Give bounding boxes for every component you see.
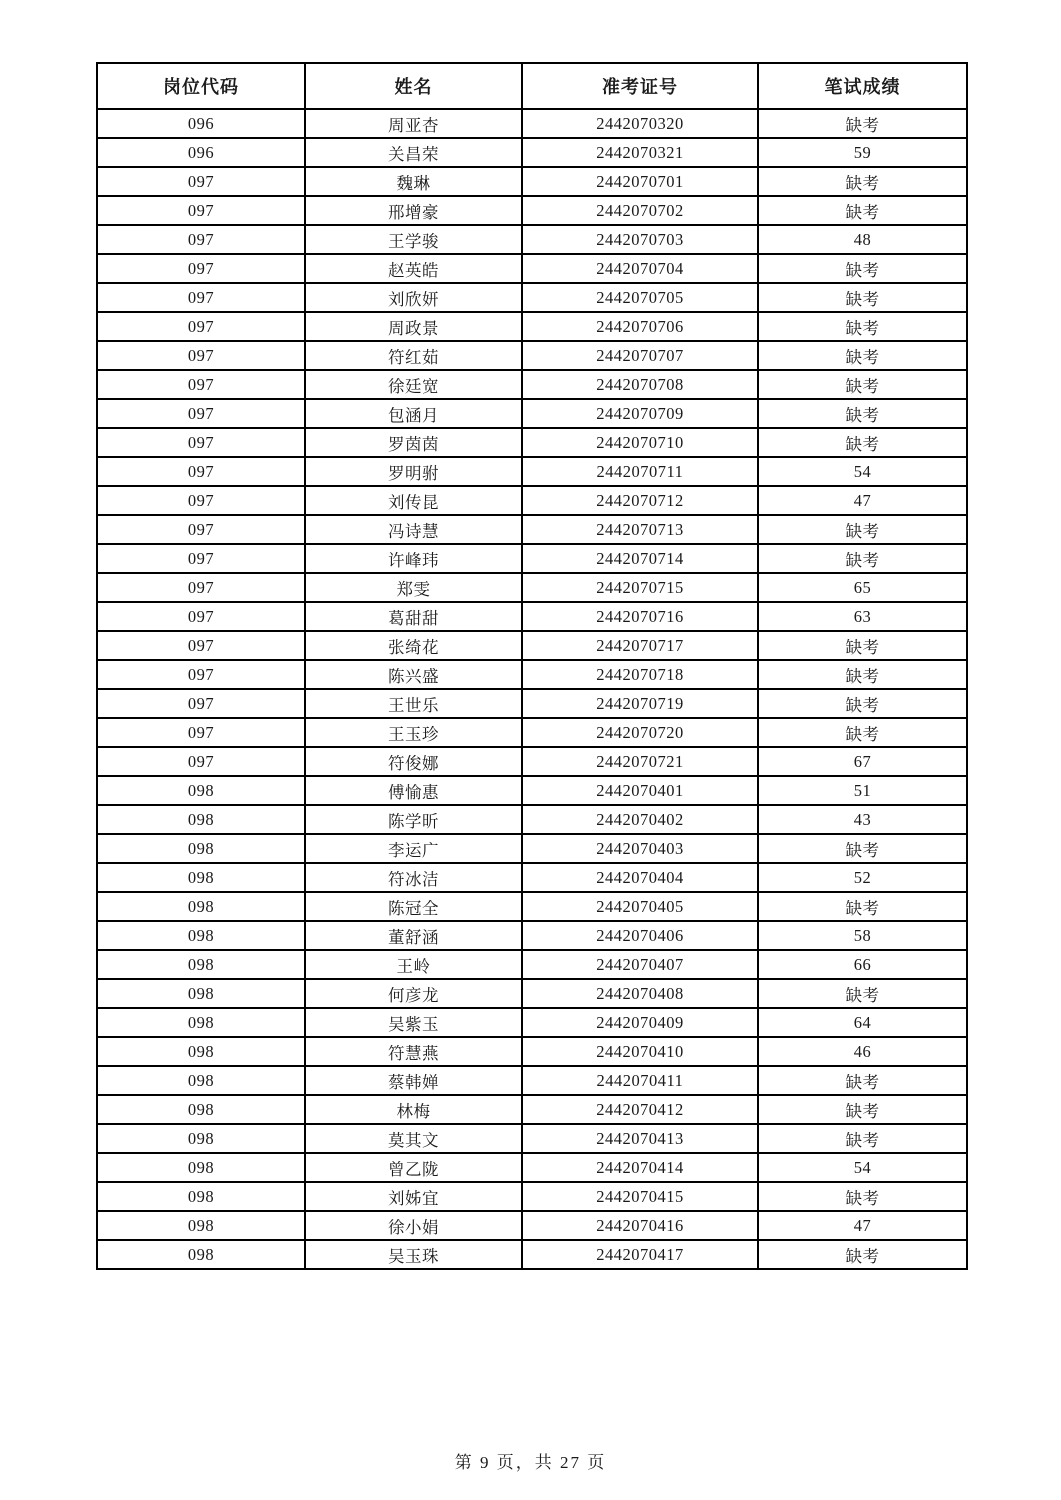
score-cell: 缺考 (758, 370, 967, 399)
name-cell: 罗茵茵 (305, 428, 522, 457)
score-cell: 67 (758, 747, 967, 776)
position-code-cell: 097 (97, 341, 305, 370)
position-code-cell: 097 (97, 225, 305, 254)
ticket-number-cell: 2442070413 (522, 1124, 758, 1153)
table-row (97, 196, 967, 225)
score-cell: 缺考 (758, 834, 967, 863)
position-code-cell: 098 (97, 1066, 305, 1095)
position-code-cell: 098 (97, 863, 305, 892)
column-header-ticket-number: 准考证号 (522, 63, 758, 109)
score-cell: 46 (758, 1037, 967, 1066)
ticket-number-cell: 2442070411 (522, 1066, 758, 1095)
name-cell: 陈兴盛 (305, 660, 522, 689)
position-code-cell: 098 (97, 1182, 305, 1211)
table-header (97, 63, 967, 109)
name-cell: 赵英皓 (305, 254, 522, 283)
name-cell: 徐小娟 (305, 1211, 522, 1240)
ticket-number-cell: 2442070406 (522, 921, 758, 950)
position-code-cell: 097 (97, 370, 305, 399)
position-code-cell: 098 (97, 1008, 305, 1037)
position-code-cell: 097 (97, 515, 305, 544)
position-code-cell: 098 (97, 1095, 305, 1124)
table-row (97, 341, 967, 370)
score-cell: 48 (758, 225, 967, 254)
name-cell: 何彦龙 (305, 979, 522, 1008)
position-code-cell: 097 (97, 486, 305, 515)
score-cell: 缺考 (758, 515, 967, 544)
table-row (97, 979, 967, 1008)
score-cell: 缺考 (758, 1240, 967, 1269)
name-cell: 关昌荣 (305, 138, 522, 167)
position-code-cell: 097 (97, 312, 305, 341)
name-cell: 蔡韩婵 (305, 1066, 522, 1095)
position-code-cell: 097 (97, 747, 305, 776)
score-cell: 58 (758, 921, 967, 950)
table-row (97, 1153, 967, 1182)
ticket-number-cell: 2442070714 (522, 544, 758, 573)
table-row (97, 254, 967, 283)
score-cell: 缺考 (758, 428, 967, 457)
score-cell: 缺考 (758, 109, 967, 138)
name-cell: 傅愉惠 (305, 776, 522, 805)
name-cell: 陈冠全 (305, 892, 522, 921)
position-code-cell: 098 (97, 776, 305, 805)
name-cell: 李运广 (305, 834, 522, 863)
table-row (97, 892, 967, 921)
position-code-cell: 098 (97, 892, 305, 921)
score-cell: 缺考 (758, 1095, 967, 1124)
table-row (97, 1240, 967, 1269)
ticket-number-cell: 2442070404 (522, 863, 758, 892)
ticket-number-cell: 2442070405 (522, 892, 758, 921)
position-code-cell: 098 (97, 805, 305, 834)
table-row (97, 834, 967, 863)
ticket-number-cell: 2442070416 (522, 1211, 758, 1240)
ticket-number-cell: 2442070713 (522, 515, 758, 544)
name-cell: 张绮花 (305, 631, 522, 660)
table-row (97, 1008, 967, 1037)
table-row (97, 602, 967, 631)
name-cell: 吴紫玉 (305, 1008, 522, 1037)
table-row (97, 805, 967, 834)
name-cell: 莫其文 (305, 1124, 522, 1153)
ticket-number-cell: 2442070708 (522, 370, 758, 399)
name-cell: 刘传昆 (305, 486, 522, 515)
score-cell: 缺考 (758, 631, 967, 660)
position-code-cell: 097 (97, 167, 305, 196)
ticket-number-cell: 2442070320 (522, 109, 758, 138)
score-cell: 缺考 (758, 979, 967, 1008)
position-code-cell: 096 (97, 138, 305, 167)
table-row (97, 950, 967, 979)
table-row (97, 1095, 967, 1124)
score-cell: 缺考 (758, 1066, 967, 1095)
name-cell: 王岭 (305, 950, 522, 979)
position-code-cell: 097 (97, 689, 305, 718)
score-cell: 缺考 (758, 689, 967, 718)
exam-results-table (96, 62, 968, 1270)
name-cell: 王学骏 (305, 225, 522, 254)
position-code-cell: 098 (97, 979, 305, 1008)
position-code-cell: 097 (97, 399, 305, 428)
column-header-position-code: 岗位代码 (97, 63, 305, 109)
score-cell: 缺考 (758, 1182, 967, 1211)
score-cell: 52 (758, 863, 967, 892)
table-row (97, 573, 967, 602)
column-header-written-score: 笔试成绩 (758, 63, 967, 109)
name-cell: 符俊娜 (305, 747, 522, 776)
position-code-cell: 098 (97, 1124, 305, 1153)
position-code-cell: 097 (97, 428, 305, 457)
ticket-number-cell: 2442070716 (522, 602, 758, 631)
table-row (97, 689, 967, 718)
score-cell: 缺考 (758, 1124, 967, 1153)
column-header-name: 姓名 (305, 63, 522, 109)
table-row (97, 1037, 967, 1066)
table-row (97, 399, 967, 428)
score-cell: 缺考 (758, 283, 967, 312)
name-cell: 周亚杏 (305, 109, 522, 138)
header-row (97, 63, 967, 109)
table-row (97, 428, 967, 457)
name-cell: 董舒涵 (305, 921, 522, 950)
position-code-cell: 097 (97, 544, 305, 573)
position-code-cell: 097 (97, 718, 305, 747)
name-cell: 刘欣妍 (305, 283, 522, 312)
ticket-number-cell: 2442070701 (522, 167, 758, 196)
ticket-number-cell: 2442070717 (522, 631, 758, 660)
table-row (97, 312, 967, 341)
ticket-number-cell: 2442070709 (522, 399, 758, 428)
table-row (97, 718, 967, 747)
score-cell: 64 (758, 1008, 967, 1037)
ticket-number-cell: 2442070410 (522, 1037, 758, 1066)
name-cell: 吴玉珠 (305, 1240, 522, 1269)
position-code-cell: 097 (97, 573, 305, 602)
score-cell: 缺考 (758, 312, 967, 341)
score-cell: 54 (758, 457, 967, 486)
ticket-number-cell: 2442070417 (522, 1240, 758, 1269)
position-code-cell: 097 (97, 631, 305, 660)
position-code-cell: 098 (97, 1240, 305, 1269)
score-cell: 54 (758, 1153, 967, 1182)
table-row (97, 1066, 967, 1095)
ticket-number-cell: 2442070719 (522, 689, 758, 718)
page-number-footer: 第 9 页，共 27 页 (454, 1453, 607, 1472)
position-code-cell: 097 (97, 254, 305, 283)
name-cell: 王玉珍 (305, 718, 522, 747)
position-code-cell: 097 (97, 602, 305, 631)
name-cell: 符冰洁 (305, 863, 522, 892)
table-row (97, 660, 967, 689)
position-code-cell: 098 (97, 921, 305, 950)
ticket-number-cell: 2442070415 (522, 1182, 758, 1211)
ticket-number-cell: 2442070412 (522, 1095, 758, 1124)
table-row (97, 370, 967, 399)
score-cell: 47 (758, 1211, 967, 1240)
name-cell: 王世乐 (305, 689, 522, 718)
ticket-number-cell: 2442070710 (522, 428, 758, 457)
name-cell: 包涵月 (305, 399, 522, 428)
name-cell: 徐廷宽 (305, 370, 522, 399)
results-table-body (97, 109, 967, 1269)
table-row (97, 1182, 967, 1211)
ticket-number-cell: 2442070402 (522, 805, 758, 834)
ticket-number-cell: 2442070720 (522, 718, 758, 747)
ticket-number-cell: 2442070408 (522, 979, 758, 1008)
name-cell: 林梅 (305, 1095, 522, 1124)
ticket-number-cell: 2442070403 (522, 834, 758, 863)
ticket-number-cell: 2442070321 (522, 138, 758, 167)
position-code-cell: 098 (97, 950, 305, 979)
name-cell: 郑雯 (305, 573, 522, 602)
score-cell: 缺考 (758, 341, 967, 370)
score-cell: 缺考 (758, 544, 967, 573)
score-cell: 缺考 (758, 660, 967, 689)
table-row (97, 225, 967, 254)
name-cell: 刘姊宜 (305, 1182, 522, 1211)
table-row (97, 283, 967, 312)
name-cell: 葛甜甜 (305, 602, 522, 631)
position-code-cell: 097 (97, 196, 305, 225)
name-cell: 陈学昕 (305, 805, 522, 834)
score-cell: 51 (758, 776, 967, 805)
name-cell: 冯诗慧 (305, 515, 522, 544)
ticket-number-cell: 2442070705 (522, 283, 758, 312)
ticket-number-cell: 2442070715 (522, 573, 758, 602)
position-code-cell: 097 (97, 457, 305, 486)
ticket-number-cell: 2442070703 (522, 225, 758, 254)
score-cell: 缺考 (758, 254, 967, 283)
ticket-number-cell: 2442070702 (522, 196, 758, 225)
table-row (97, 863, 967, 892)
table-row (97, 167, 967, 196)
table-row (97, 747, 967, 776)
name-cell: 罗明驸 (305, 457, 522, 486)
table-row (97, 776, 967, 805)
score-cell: 缺考 (758, 167, 967, 196)
position-code-cell: 097 (97, 660, 305, 689)
name-cell: 魏琳 (305, 167, 522, 196)
ticket-number-cell: 2442070704 (522, 254, 758, 283)
table-row (97, 631, 967, 660)
score-cell: 缺考 (758, 718, 967, 747)
position-code-cell: 096 (97, 109, 305, 138)
score-cell: 59 (758, 138, 967, 167)
score-cell: 65 (758, 573, 967, 602)
ticket-number-cell: 2442070407 (522, 950, 758, 979)
name-cell: 符慧燕 (305, 1037, 522, 1066)
score-cell: 缺考 (758, 196, 967, 225)
score-cell: 43 (758, 805, 967, 834)
table-row (97, 1124, 967, 1153)
name-cell: 符红茹 (305, 341, 522, 370)
ticket-number-cell: 2442070707 (522, 341, 758, 370)
position-code-cell: 098 (97, 1037, 305, 1066)
table-row (97, 921, 967, 950)
table-row (97, 109, 967, 138)
score-cell: 缺考 (758, 399, 967, 428)
ticket-number-cell: 2442070712 (522, 486, 758, 515)
table-row (97, 486, 967, 515)
ticket-number-cell: 2442070721 (522, 747, 758, 776)
ticket-number-cell: 2442070414 (522, 1153, 758, 1182)
name-cell: 周政景 (305, 312, 522, 341)
ticket-number-cell: 2442070706 (522, 312, 758, 341)
ticket-number-cell: 2442070718 (522, 660, 758, 689)
table-row (97, 1211, 967, 1240)
ticket-number-cell: 2442070711 (522, 457, 758, 486)
name-cell: 许峰玮 (305, 544, 522, 573)
table-row (97, 138, 967, 167)
score-cell: 缺考 (758, 892, 967, 921)
position-code-cell: 097 (97, 283, 305, 312)
ticket-number-cell: 2442070401 (522, 776, 758, 805)
name-cell: 邢增豪 (305, 196, 522, 225)
score-cell: 63 (758, 602, 967, 631)
table-row (97, 457, 967, 486)
position-code-cell: 098 (97, 1211, 305, 1240)
name-cell: 曾乙陇 (305, 1153, 522, 1182)
table-row (97, 544, 967, 573)
score-cell: 66 (758, 950, 967, 979)
table-row (97, 515, 967, 544)
score-cell: 47 (758, 486, 967, 515)
position-code-cell: 098 (97, 834, 305, 863)
position-code-cell: 098 (97, 1153, 305, 1182)
ticket-number-cell: 2442070409 (522, 1008, 758, 1037)
